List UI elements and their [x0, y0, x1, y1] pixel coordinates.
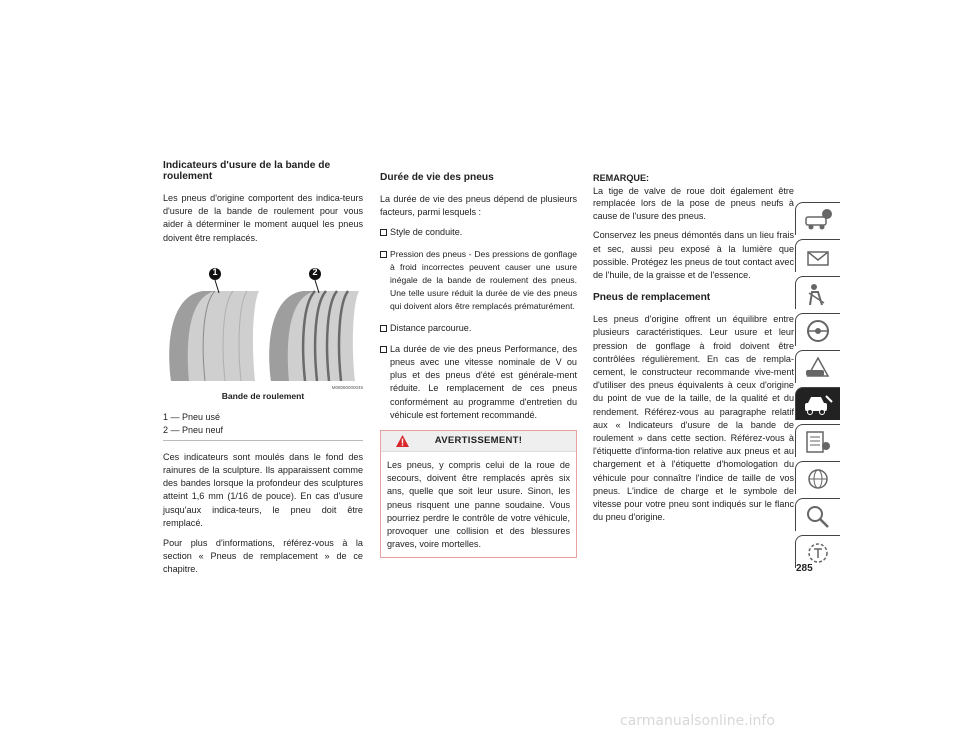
legend-item-1: 1 — Pneu usé — [163, 411, 221, 422]
list-item: La durée de vie des pneus Performance, des pneus avec une vitesse nominale de V ou plus et des pneus d'été est générale-ment réduite. Le remplacement de ces pneus conformément au programme d'entretien du véhicule est fortement recommandé. — [380, 343, 577, 422]
warning-title: AVERTISSEMENT! — [434, 435, 523, 447]
remark-label: REMARQUE: — [593, 173, 650, 183]
list-item: Style de conduite. — [380, 226, 577, 239]
tab-index[interactable] — [795, 498, 840, 531]
site-watermark: carmanualsonline.info — [620, 713, 775, 729]
tab-safety[interactable] — [795, 276, 840, 309]
heading-tire-life: Durée de vie des pneus — [380, 172, 494, 183]
bullet-square-icon — [380, 251, 387, 258]
warning-header — [381, 431, 576, 452]
tab-car-info[interactable] — [795, 202, 840, 235]
reference-paragraph: Pour plus d'informations, référez-vous à la section « Pneus de remplacement » de ce chapitre. — [163, 538, 363, 575]
warning-box — [380, 430, 577, 558]
tab-messages[interactable] — [795, 239, 840, 272]
heading-tread-wear-indicators: Indicateurs d'usure de la bande de roulement — [163, 160, 331, 182]
globe-icon — [802, 466, 834, 492]
badge-worn-tire: 1 — [212, 266, 218, 277]
figure-caption: Bande de roulement — [221, 390, 305, 401]
intro-paragraph: Les pneus d'origine comportent des indica-teurs d'usure de la bande de roulement pour vous aider à déterminer le moment auquel les pneus doivent être remplacés. — [163, 193, 363, 243]
list-item: Distance parcourue. — [380, 322, 577, 335]
legend-item-2: 2 — Pneu neuf — [163, 424, 224, 435]
seatbelt-icon — [802, 281, 834, 307]
tires-illustration — [163, 263, 363, 381]
maintenance-list-icon — [802, 429, 834, 455]
column-replacement — [593, 172, 794, 531]
car-warning-icon — [802, 355, 834, 381]
replacement-paragraph: Les pneus d'origine offrent un équilibre entre plusieurs caractéristiques. Leur usure et leur pression de gonflage à froid doivent être contrôlées régulièrement. En cas de rempla-cement, le constructeur recommande vive-ment d'utiliser des pneus équivalents à ceux d'origine du point de vue de la taille, de la qualité et du rendement. Référez-vous au paragraphe relatif aux « Indicateurs d'usure de la bande de roulement » dans cette section. Référez-vous à l'étiquette d'informa-tion relative aux pneus et au chargement et à l'étiquette d'homologation du véhicule pour connaître l'indice de taille de vos pneus. L'indice de charge et le symbole de vitesse pour votre pneu sont indiqués sur le flanc du pneu d'origine. — [593, 314, 794, 523]
warning-text: Les pneus, y compris celui de la roue de secours, doivent être remplacés après six ans, quelle que soit leur usure. Sinon, les pneus risquent une panne soudaine. Vous pourriez perdre le contrôle de votre véhicule, provoquer une collision et des blessures graves, voire mortelles. — [387, 460, 570, 550]
envelope-icon — [802, 244, 834, 270]
remark-text: La tige de valve de roue doit également être remplacée lors de la pose de pneus neufs à cause de l'usure des pneus. — [593, 185, 794, 221]
badge-new-tire: 2 — [312, 266, 318, 277]
factor-list — [380, 226, 577, 422]
tab-emergency[interactable] — [795, 350, 840, 383]
car-info-icon — [802, 207, 834, 233]
steering-wheel-icon — [802, 318, 834, 344]
column-tread-wear — [163, 160, 363, 584]
bullet-square-icon — [380, 325, 387, 332]
remark-note — [593, 172, 794, 222]
bullet-square-icon — [380, 346, 387, 353]
tire-life-intro: La durée de vie des pneus dépend de plusieurs facteurs, parmi lesquels : — [380, 194, 577, 218]
chapter-tabs — [795, 202, 840, 572]
page-number: 285 — [796, 563, 813, 574]
heading-replacement-tires: Pneus de remplacement — [593, 292, 711, 304]
list-item: Pression des pneus - Des pressions de gonflage à froid incorrectes peuvent causer une usure inégale de la bande de roulement des pneus. Une telle usure réduit la durée de vie des pneus qui doivent alors être remplacés prématurément. — [380, 248, 577, 314]
tab-driving[interactable] — [795, 313, 840, 346]
tread-figure — [163, 263, 363, 390]
tab-multimedia[interactable] — [795, 461, 840, 494]
figure-code: M08060000045 — [331, 384, 363, 390]
column-tire-life — [380, 172, 577, 558]
car-service-icon — [802, 392, 834, 418]
bullet-square-icon — [380, 229, 387, 236]
tab-specifications[interactable] — [795, 424, 840, 457]
tab-service[interactable] — [795, 387, 840, 420]
storage-paragraph: Conservez les pneus démontés dans un lieu frais et sec, aussi peu exposé à la lumière que possible. Protégez les pneus de tout contact avec de l'huile, de la graisse et de l'essence. — [593, 230, 794, 280]
search-icon — [802, 503, 834, 529]
indicators-paragraph: Ces indicateurs sont moulés dans le fond des rainures de la sculpture. Ils apparaissent comme des bandes lorsque la profondeur des sculptures atteint 1,6 mm (1/16 de pouce). En cas d'usure jusqu'aux indica-teurs, le pneu doit être remplacé. — [163, 451, 363, 528]
figure-legend — [163, 411, 363, 441]
